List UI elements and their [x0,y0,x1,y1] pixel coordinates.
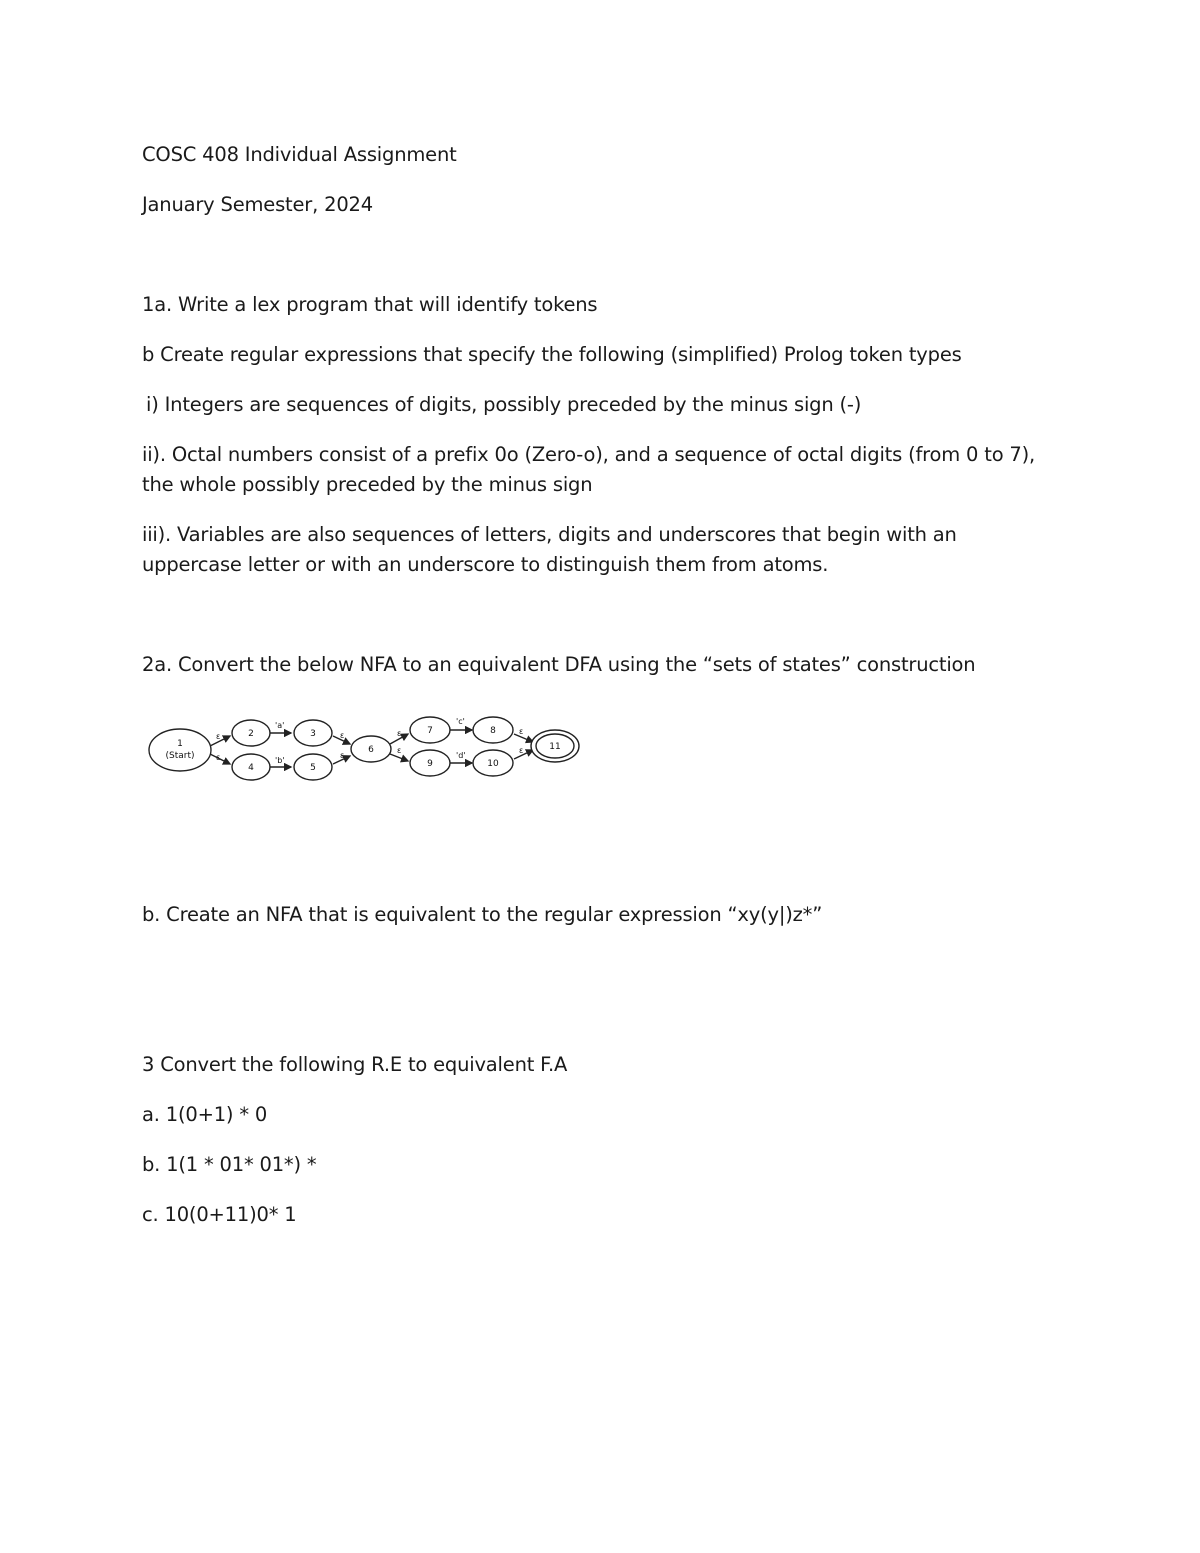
state-8-label: 8 [490,726,496,736]
state-4-label: 4 [248,763,254,773]
question-3-title: 3 Convert the following R.E to equivalent F.A [142,1053,568,1076]
label-3-6: ε [340,731,345,740]
label-5-6: ε [340,751,345,760]
state-10-label: 10 [487,759,499,769]
state-1 [149,729,211,771]
label-9-10: 'd' [456,751,466,760]
state-11-label: 11 [549,742,561,752]
label-4-5: 'b' [275,756,285,765]
question-1a: 1a. Write a lex program that will identify tokens [142,293,598,316]
label-1-2: ε [216,732,221,741]
question-1b-iii-line2: uppercase letter or with an underscore to distinguish them from atoms. [142,553,829,576]
assignment-title: COSC 408 Individual Assignment [142,143,457,166]
label-10-11: ε [519,746,524,755]
question-3c: c. 10(0+11)0* 1 [142,1203,297,1226]
nfa-diagram [140,706,590,786]
label-7-8: 'c' [456,717,465,726]
state-7-label: 7 [427,726,433,736]
question-1b-i: i) Integers are sequences of digits, possibly preceded by the minus sign (-) [146,393,862,416]
label-6-7: ε [397,729,402,738]
edge-10-11 [514,750,533,759]
edge-8-11 [514,734,533,742]
question-2b: b. Create an NFA that is equivalent to the regular expression “xy(y|)z*” [142,903,823,926]
question-1b-iii-line1: iii). Variables are also sequences of letters, digits and underscores that begin with an [142,523,957,546]
question-3a: a. 1(0+1) * 0 [142,1103,268,1126]
semester: January Semester, 2024 [142,193,373,216]
label-1-4: ε [216,753,221,762]
state-5-label: 5 [310,763,316,773]
question-1b-ii-line2: the whole possibly preceded by the minus sign [142,473,593,496]
question-1b: b Create regular expressions that specify the following (simplified) Prolog token types [142,343,962,366]
label-2-3: 'a' [275,721,285,730]
edge-6-9 [390,754,408,761]
label-6-9: ε [397,746,402,755]
question-3b: b. 1(1 * 01* 01*) * [142,1153,317,1176]
state-1-label: 1 [177,739,183,749]
state-3-label: 3 [310,729,316,739]
question-1b-ii-line1: ii). Octal numbers consist of a prefix 0o (Zero-o), and a sequence of octal digits (from 0 to 7), [142,443,1036,466]
state-1-start-label: (Start) [165,751,195,761]
state-6-label: 6 [368,745,374,755]
label-8-11: ε [519,727,524,736]
question-2a: 2a. Convert the below NFA to an equivalent DFA using the “sets of states” construction [142,653,976,676]
state-2-label: 2 [248,729,254,739]
state-9-label: 9 [427,759,433,769]
